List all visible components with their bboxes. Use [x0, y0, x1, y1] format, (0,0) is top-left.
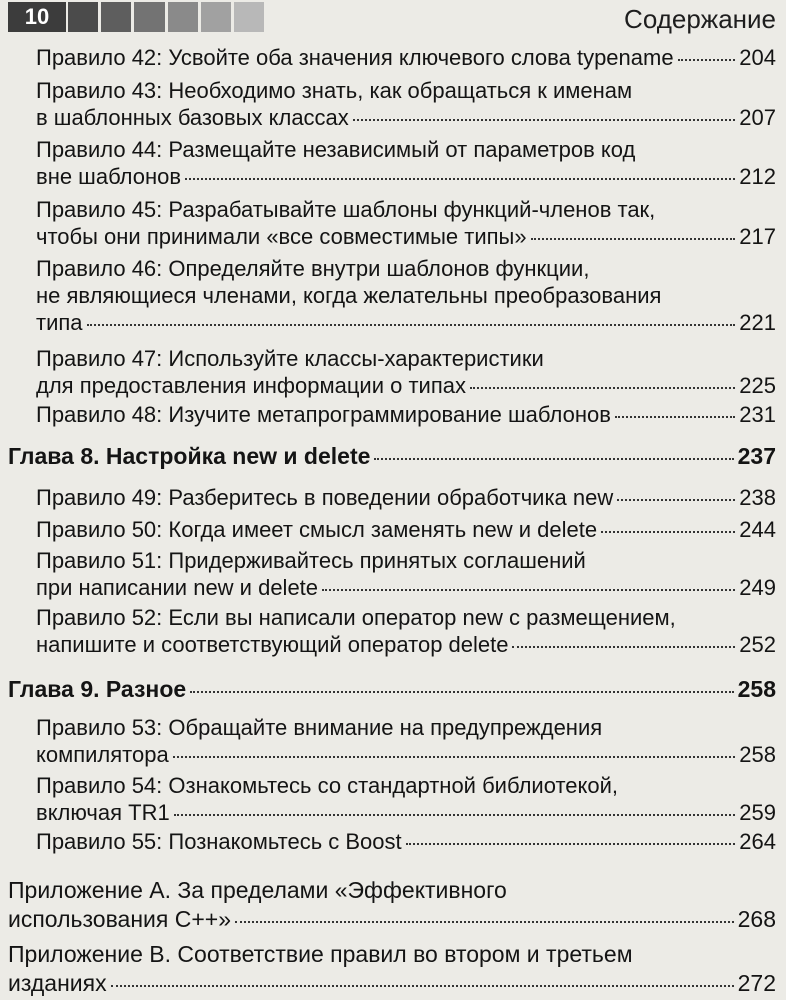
page-ref: 264 — [739, 829, 776, 854]
leader-dots — [111, 984, 734, 987]
entry-text: Правило 42: Усвойте оба значения ключевого слова typename — [36, 45, 674, 70]
header-gradient-bar — [68, 2, 264, 32]
entry-text: Правило 51: Придерживайтесь принятых соглашений — [36, 548, 586, 573]
entry-text: Правило 48: Изучите метапрограммирование шаблонов — [36, 402, 611, 427]
toc-entry-chapter-9[interactable] — [8, 676, 776, 703]
toc-entry-rule-45[interactable] — [36, 196, 776, 250]
entry-text: Правило 55: Познакомьтесь с Boost — [36, 829, 402, 854]
entry-text: напишите и соответствующий оператор delete — [36, 632, 509, 657]
chapter-title: Глава 9. Разное — [8, 676, 187, 702]
entry-text: Правило 46: Определяйте внутри шаблонов функции, — [36, 256, 590, 281]
page-ref: 249 — [739, 575, 776, 600]
page-ref: 237 — [737, 443, 776, 469]
entry-text: Правило 45: Разрабатывайте шаблоны функций-членов так, — [36, 197, 656, 222]
entry-text: Правило 47: Используйте классы-характеристики — [36, 346, 544, 371]
entry-text: Правило 53: Обращайте внимание на предупреждения — [36, 715, 603, 740]
page-ref: 258 — [737, 676, 776, 702]
entry-text: Приложение В. Соответствие правил во втором и третьем — [8, 941, 633, 967]
toc-entry-rule-43[interactable] — [36, 77, 776, 131]
toc-entry-rule-54[interactable] — [36, 772, 776, 826]
page-ref: 258 — [739, 742, 776, 767]
entry-text: использования С++» — [8, 906, 231, 932]
page-ref: 207 — [739, 105, 776, 130]
leader-dots — [617, 498, 735, 501]
leader-dots — [174, 813, 736, 816]
page-ref: 259 — [739, 800, 776, 825]
toc-entry-rule-44[interactable] — [36, 136, 776, 190]
leader-dots — [235, 920, 734, 923]
chapter-title: Глава 8. Настройка new и delete — [8, 443, 371, 469]
gradient-segment — [134, 2, 164, 32]
gradient-segment — [168, 2, 198, 32]
leader-dots — [190, 690, 733, 693]
entry-text: для предоставления информации о типах — [36, 373, 466, 398]
entry-text: Правило 54: Ознакомьтесь со стандартной библиотекой, — [36, 773, 619, 798]
toc-entry-rule-46[interactable] — [36, 255, 776, 336]
entry-text: чтобы они принимали «все совместимые типы» — [36, 224, 527, 249]
entry-text: Правило 44: Размещайте независимый от параметров код — [36, 137, 636, 162]
leader-dots — [470, 386, 735, 389]
entry-text: в шаблонных базовых классах — [36, 105, 349, 130]
toc-entry-rule-50[interactable] — [36, 516, 776, 543]
leader-dots — [374, 457, 733, 460]
leader-dots — [322, 588, 735, 591]
toc-entry-rule-53[interactable] — [36, 714, 776, 768]
page-ref: 238 — [739, 485, 776, 510]
toc-entry-rule-49[interactable] — [36, 484, 776, 511]
gradient-segment — [68, 2, 98, 32]
leader-dots — [87, 323, 736, 326]
page-ref: 221 — [739, 310, 776, 335]
gradient-segment — [201, 2, 231, 32]
page-ref: 244 — [739, 517, 776, 542]
toc-entry-appendix-b[interactable] — [8, 940, 776, 998]
page-ref: 212 — [739, 164, 776, 189]
toc-entry-rule-52[interactable] — [36, 604, 776, 658]
page-header — [0, 0, 786, 46]
entry-text: Приложение А. За пределами «Эффективного — [8, 877, 507, 903]
entry-text: Правило 50: Когда имеет смысл заменять new и delete — [36, 517, 598, 542]
leader-dots — [173, 755, 736, 758]
toc-entry-rule-48[interactable] — [36, 401, 776, 428]
page-ref: 252 — [739, 632, 776, 657]
leader-dots — [406, 842, 736, 845]
gradient-segment — [101, 2, 131, 32]
entry-text: Правило 52: Если вы написали оператор new с размещением, — [36, 605, 676, 630]
leader-dots — [353, 118, 735, 121]
toc-entry-appendix-a[interactable] — [8, 876, 776, 934]
gradient-segment — [234, 2, 264, 32]
page-ref: 217 — [739, 224, 776, 249]
entry-text: Правило 43: Необходимо знать, как обращаться к именам — [36, 78, 633, 103]
toc-entry-rule-42[interactable] — [36, 44, 776, 71]
leader-dots — [615, 415, 735, 418]
toc-entry-rule-47[interactable] — [36, 345, 776, 399]
entry-text: изданиях — [8, 970, 107, 996]
leader-dots — [512, 645, 735, 648]
leader-dots — [678, 58, 736, 61]
entry-text: включая TR1 — [36, 800, 170, 825]
page-ref: 204 — [739, 45, 776, 70]
leader-dots — [531, 237, 736, 240]
page-ref: 268 — [737, 906, 776, 932]
entry-text: вне шаблонов — [36, 164, 182, 189]
page-ref: 272 — [737, 970, 776, 996]
page-ref: 231 — [739, 402, 776, 427]
entry-text: при написании new и delete — [36, 575, 319, 600]
toc-entry-rule-51[interactable] — [36, 547, 776, 601]
entry-text: типа — [36, 310, 83, 335]
entry-text: Правило 49: Разберитесь в поведении обработчика new — [36, 485, 614, 510]
toc-entry-rule-55[interactable] — [36, 828, 776, 855]
leader-dots — [185, 177, 735, 180]
toc-entry-chapter-8[interactable] — [8, 443, 776, 470]
entry-text: не являющиеся членами, когда желательны преобразования — [36, 283, 662, 308]
entry-text: компилятора — [36, 742, 169, 767]
section-title: Содержание — [624, 4, 776, 34]
page-number: 10 — [8, 2, 66, 32]
leader-dots — [601, 530, 735, 533]
page-ref: 225 — [739, 373, 776, 398]
